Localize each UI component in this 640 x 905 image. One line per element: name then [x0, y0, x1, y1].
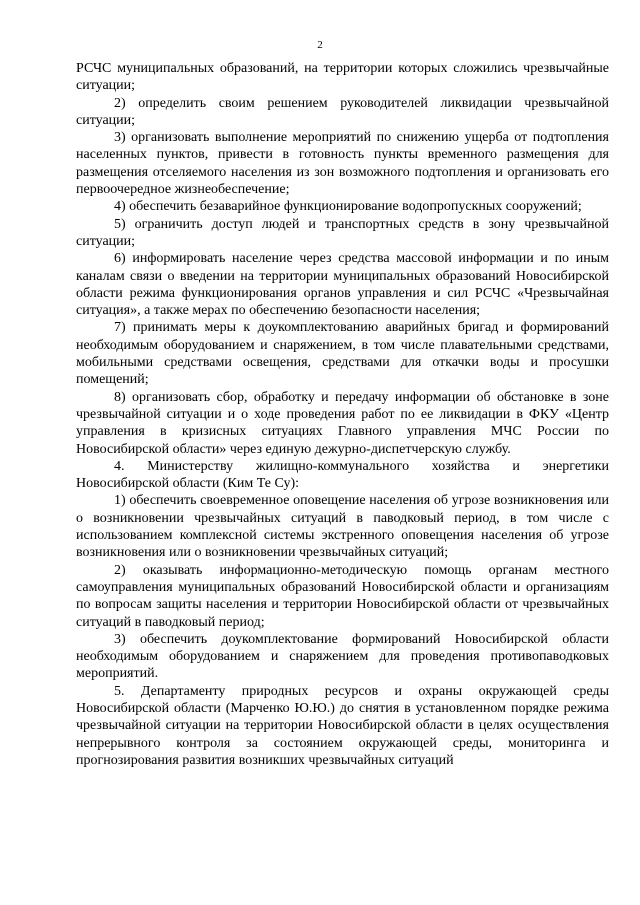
section-4-heading: 4. Министерству жилищно-коммунального хозяйства и энергетики Новосибирской области (Ким Те Су):: [76, 458, 609, 492]
paragraph-item-4: 4) обеспечить безаварийное функционирование водопропускных сооружений;: [114, 199, 582, 215]
paragraph-item-5: 5) ограничить доступ людей и транспортных средств в зону чрезвычайной ситуации;: [76, 216, 609, 249]
paragraph-item-8: 8) организовать сбор, обработку и передачу информации об обстановке в зоне чрезвычайной ситуации и о ходе проведения работ по ее ликвидации в ФКУ «Центр управления в кризисных ситуациях Главного управления МЧС России по Новосибирской области» через единую дежурно-диспетчерскую службу.: [76, 389, 609, 457]
page-number: 2: [317, 39, 323, 51]
paragraph-item-7: 7) принимать меры к доукомплектованию аварийных бригад и формирований необходимым оборудованием и снаряжением, в том числе плавательными средствами, мобильными средствами освещения, средствами для откачки воды и просушки помещений;: [76, 320, 609, 388]
paragraph-continuation: РСЧС муниципальных образований, на территории которых сложились чрезвычайные ситуации;: [76, 61, 609, 94]
paragraph-item-3: 3) организовать выполнение мероприятий по снижению ущерба от подтопления населенных пунктов, привести в готовность пункты временного размещения для размещения отселяемого населения из зон возможного подтопления и организовать его первоочередное жизнеобеспечение;: [76, 130, 609, 198]
section-4-item-1: 1) обеспечить своевременное оповещение населения об угрозе возникновения или о возникновении чрезвычайных ситуаций в паводковый период, в том числе с использованием комплексной системы экстренного оповещения населения об угрозе возникновения или о возникновении чрезвычайных ситуаций;: [76, 493, 609, 561]
section-5-paragraph: 5. Департаменту природных ресурсов и охраны окружающей среды Новосибирской области (Марченко Ю.Ю.) до снятия в установленном порядке режима чрезвычайной ситуации на территории Новосибирской области в целях осуществления непрерывного контроля за состоянием окружающей среды, мониторинга и прогнозирования развития возникших чрезвычайных ситуаций: [76, 683, 609, 768]
section-4-item-3: 3) обеспечить доукомплектование формирований Новосибирской области необходимым оборудованием и снаряжением для проведения противопаводковых мероприятий.: [76, 631, 609, 682]
section-4-item-2: 2) оказывать информационно-методическую помощь органам местного самоуправления муниципальных образований Новосибирской области и организациям по вопросам защиты населения и территории Новосибирской области от чрезвычайных ситуаций в паводковый период;: [76, 562, 609, 630]
paragraph-item-6: 6) информировать население через средства массовой информации и по иным каналам связи о введении на территории муниципальных образований Новосибирской области режима функционирования органов управления и сил РСЧС «Чрезвычайная ситуация», а также мерах по обеспечению безопасности населения;: [76, 251, 609, 319]
paragraph-item-2: 2) определить своим решением руководителей ликвидации чрезвычайной ситуации;: [76, 95, 609, 128]
document-body: [76, 60, 609, 769]
